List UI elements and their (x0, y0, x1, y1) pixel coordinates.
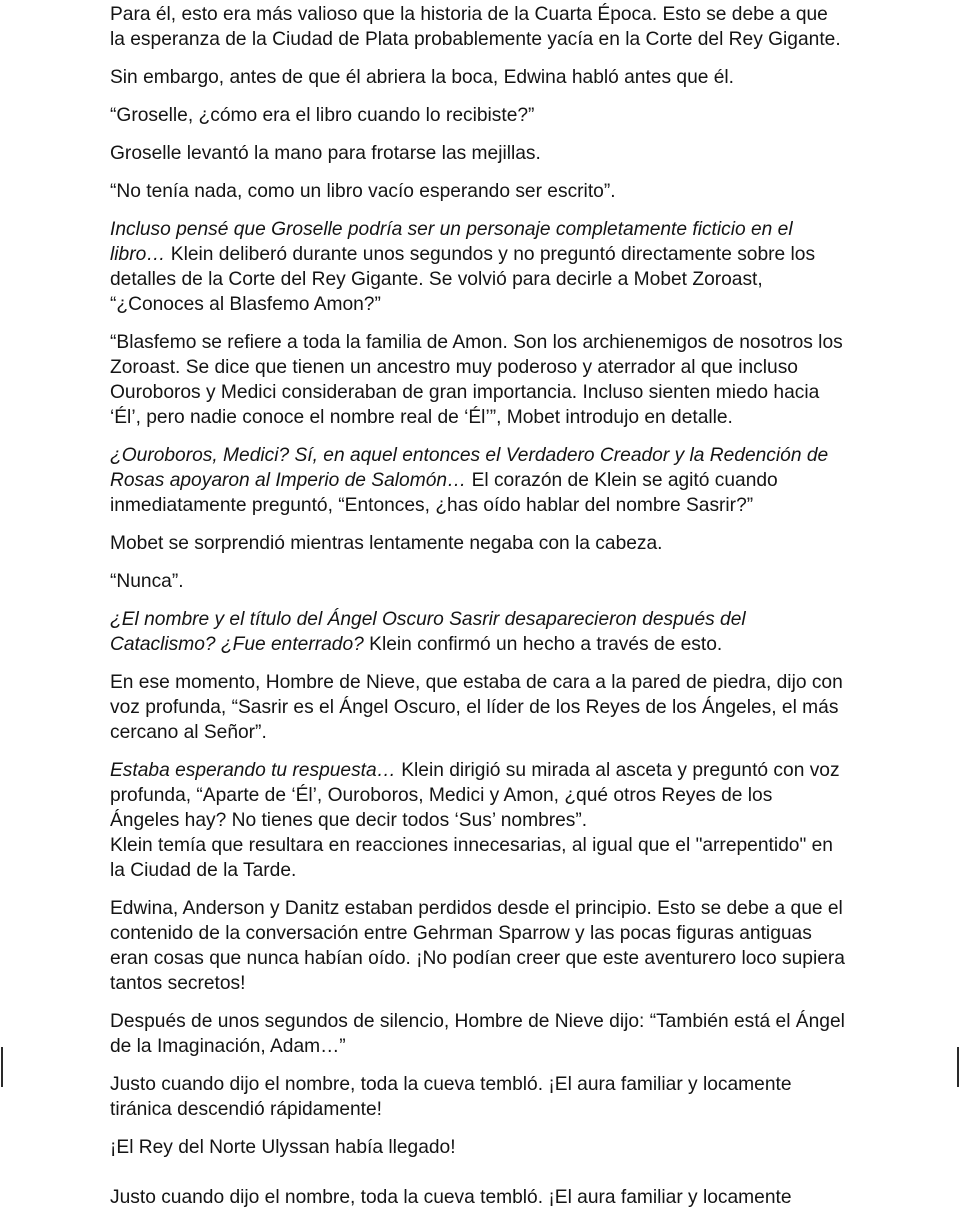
paragraph (110, 531, 845, 556)
paragraph (110, 330, 845, 430)
paragraph (110, 103, 845, 128)
text-run: Sin embargo, antes de que él abriera la boca, Edwina habló antes que él. (110, 67, 735, 88)
text-run: Klein temía que resultara en reacciones innecesarias, al igual que el "arrepentido" en la Ciudad de la Tarde. (110, 835, 833, 881)
paragraph (110, 670, 845, 745)
paragraph (110, 833, 845, 883)
paragraph (110, 179, 845, 204)
document-body (110, 2, 845, 1173)
italic-text: Incluso pensé que Groselle podría ser un personaje completamente ficticio en el libro… (110, 219, 793, 265)
paragraph (110, 569, 845, 594)
text-run: En ese momento, Hombre de Nieve, que estaba de cara a la pared de piedra, dijo con voz profunda, “Sasrir es el Ángel Oscuro, el líder de los Reyes de los Ángeles, el más cercano al Señor”. (110, 672, 843, 743)
text-run: Groselle levantó la mano para frotarse las mejillas. (110, 143, 541, 164)
left-edge-mark (1, 1047, 3, 1087)
text-run: “No tenía nada, como un libro vacío esperando ser escrito”. (110, 181, 616, 202)
paragraph (110, 758, 845, 833)
paragraph (110, 1009, 845, 1059)
paragraph (110, 607, 845, 657)
paragraph (110, 141, 845, 166)
paragraph (110, 1072, 845, 1122)
text-run: ¡El Rey del Norte Ulyssan había llegado! (110, 1137, 456, 1158)
italic-text: Estaba esperando tu respuesta… (110, 760, 396, 781)
cutoff-text-line: Justo cuando dijo el nombre, toda la cueva tembló. ¡El aura familiar y locamente (110, 1187, 792, 1208)
paragraph (110, 443, 845, 518)
text-run: Klein deliberó durante unos segundos y no preguntó directamente sobre los detalles de la Corte del Rey Gigante. Se volvió para decirle a Mobet Zoroast, “¿Conoces al Blasfemo Amon?” (110, 244, 816, 315)
italic-text: ¿El nombre y el título del Ángel Oscuro Sasrir desaparecieron después del Cataclismo? ¿Fue enterrado? (110, 609, 746, 655)
paragraph (110, 217, 845, 317)
text-run: Después de unos segundos de silencio, Hombre de Nieve dijo: “También está el Ángel de la Imaginación, Adam…” (110, 1011, 845, 1057)
text-run: Klein dirigió su mirada al asceta y preguntó con voz profunda, “Aparte de ‘Él’, Ouroboros, Medici y Amon, ¿qué otros Reyes de los Ángeles hay? No tienes que decir todos ‘Sus’ nombres”. (110, 760, 840, 831)
text-run: Klein confirmó un hecho a través de esto. (363, 634, 723, 655)
paragraph (110, 896, 845, 996)
paragraph (110, 1135, 845, 1160)
text-run: Edwina, Anderson y Danitz estaban perdidos desde el principio. Esto se debe a que el contenido de la conversación entre Gehrman Sparrow y las pocas figuras antiguas eran cosas que nunca habían oído. ¡No podían creer que este aventurero loco supiera tantos secretos! (110, 898, 845, 994)
text-run: “Nunca”. (110, 571, 184, 592)
text-run: El corazón de Klein se agitó cuando inmediatamente preguntó, “Entonces, ¿has oído hablar del nombre Sasrir?” (110, 470, 778, 516)
text-run: Justo cuando dijo el nombre, toda la cueva tembló. ¡El aura familiar y locamente tiránica descendió rápidamente! (110, 1074, 792, 1120)
paragraph (110, 65, 845, 90)
paragraph (110, 2, 845, 52)
text-run: Mobet se sorprendió mientras lentamente negaba con la cabeza. (110, 533, 663, 554)
text-run: “Blasfemo se refiere a toda la familia de Amon. Son los archienemigos de nosotros los Zoroast. Se dice que tienen un ancestro muy poderoso y aterrador al que incluso Ouroboros y Medici consideraban de gran importancia. Incluso sienten miedo hacia ‘Él’, pero nadie conoce el nombre real de ‘Él’”, Mobet introdujo en detalle. (110, 332, 843, 428)
text-run: “Groselle, ¿cómo era el libro cuando lo recibiste?” (110, 105, 535, 126)
text-run: Para él, esto era más valioso que la historia de la Cuarta Época. Esto se debe a que la esperanza de la Ciudad de Plata probablemente yacía en la Corte del Rey Gigante. (110, 4, 841, 50)
right-edge-mark (957, 1047, 959, 1087)
italic-text: ¿Ouroboros, Medici? Sí, en aquel entonces el Verdadero Creador y la Redención de Rosas apoyaron al Imperio de Salomón… (110, 445, 829, 491)
